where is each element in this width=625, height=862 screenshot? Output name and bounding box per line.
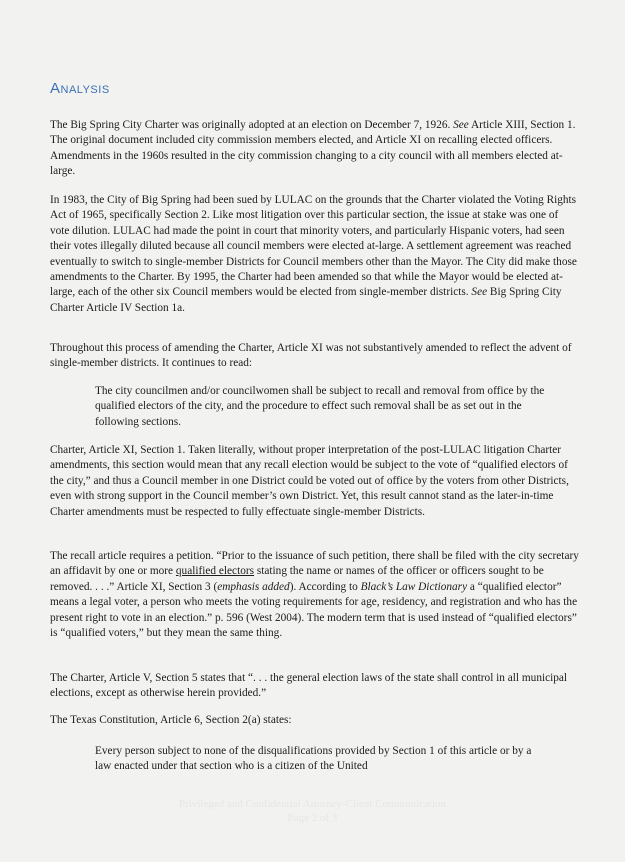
paragraph-article-v: The Charter, Article V, Section 5 states that “. . . the general election laws of the state shall control in all municipal elections, except as otherwise herein provided.” <box>50 672 568 700</box>
text-run: Big Spring City Charter Article IV Section 1a. <box>50 286 562 314</box>
paragraph-literal-reading: Charter, Article XI, Section 1. Taken literally, without proper interpretation of the post-LULAC litigation Charter amendments, this section would mean that any recall election would be subject to the vote of “qualified electors of the city,” and thus a Council member in one District could be voted out of office by the voters from other Districts, even with strong support in the Council member’s own District. Yet, this result cannot stand as the later-in-time Charter amendments must be respected to fully effectuate single-member Districts. <box>50 444 569 518</box>
text-run: The recall article requires a petition. “Prior to the issuance of such petition, there shall be filed with the city secretary an affidavit by one or more <box>50 550 579 578</box>
text-run: stating the name or names of the officer or officers sought to be removed. . . .” Article XI, Section 3 ( <box>50 565 544 593</box>
text-run: a “qualified elector” means a legal voter, a person who meets the voting requirements for age, residency, and registration and who has the present right to vote in an election.” p. 596 (West 2004). The modern term that is used instead of “qualified electors” is “qualified voters,” but they mean the same thing. <box>50 580 578 640</box>
section-heading: Analysis <box>50 80 110 97</box>
text-run: In 1983, the City of Big Spring had been sued by LULAC on the grounds that the Charter violated the Voting Rights Act of 1965, specifically Section 2. Like most litigation over this particular section, the issue at stake was one of vote dilution. LULAC had made the point in court that minority voters, and particularly Hispanic voters, had seen their votes illegally diluted because all council members were elected at-large. A settlement agreement was reached eventually to switch to single-member Districts for Council members other than the Mayor. The City did make those amendments to the Charter. By 1995, the Charter had been amended so that while the Mayor would be elected at-large, each of the other six Council members would be elected from single-member districts. <box>50 194 577 299</box>
emphasis-note: emphasis added <box>217 580 290 593</box>
text-run: The Big Spring City Charter was originally adopted at an election on December 7, 1926. <box>50 119 454 131</box>
citation-signal: See <box>471 286 488 299</box>
paragraph-article-xi: Throughout this process of amending the Charter, Article XI was not substantively amended to reflect the advent of single-member districts. It continues to read: <box>50 342 572 370</box>
citation-signal: See <box>453 119 469 131</box>
text-run: Article XIII, Section 1. The original document included city commission members elected, and Article XI on recalling elected officers. Amendments in the 1960s resulted in the city commission changing to a city council with all members elected at-large. <box>50 119 576 178</box>
underlined-term: qualified electors <box>175 565 255 578</box>
dictionary-title: Black’s Law Dictionary <box>360 580 468 593</box>
paragraph-texas-constitution: The Texas Constitution, Article 6, Section 2(a) states: <box>50 714 292 726</box>
footer-page-number: Page 2 of 3 <box>287 812 338 824</box>
block-quote-constitution: Every person subject to none of the disqualifications provided by Section 1 of this article or by a law enacted under that section who is a citizen of the United <box>95 745 532 773</box>
paragraph-recall-petition <box>50 549 580 641</box>
block-quote-recall: The city councilmen and/or councilwomen shall be subject to recall and removal from office by the qualified electors of the city, and the procedure to effect such removal shall be as set out in the following sections. <box>95 385 545 428</box>
footer-confidential: Privileged and Confidential Attorney-Client Communication <box>178 798 446 810</box>
paragraph-lulac-lawsuit <box>50 193 580 316</box>
text-run: ). According to <box>289 580 361 593</box>
paragraph-charter-history <box>50 118 580 180</box>
